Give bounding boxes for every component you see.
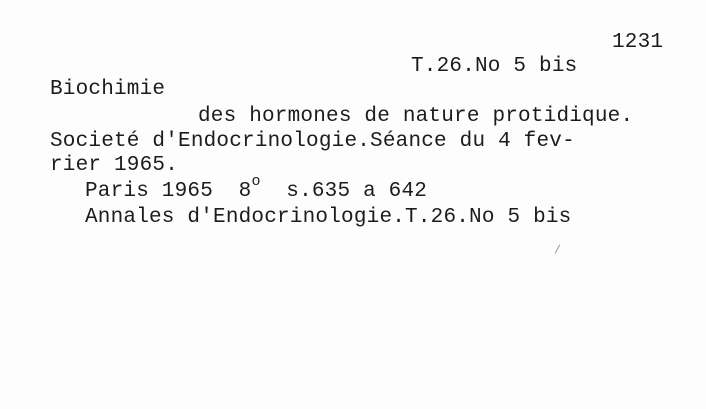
subject-heading: Biochimie xyxy=(50,78,166,101)
title-line-2: Societé d'Endocrinologie.Séance du 4 fev- xyxy=(50,130,575,153)
title-line-3: rier 1965. xyxy=(50,154,179,177)
pencil-mark xyxy=(555,244,561,253)
imprint-line xyxy=(85,173,428,203)
title-line-1: des hormones de nature protidique. xyxy=(198,105,634,128)
imprint-format-superscript: o xyxy=(251,173,261,190)
imprint-format: 8 xyxy=(238,180,252,203)
imprint-place-year: Paris 1965 xyxy=(85,180,214,203)
volume-reference: T.26.No 5 bis xyxy=(411,55,578,78)
series-statement: Annales d'Endocrinologie.T.26.No 5 bis xyxy=(85,206,572,229)
imprint-pages: s.635 a 642 xyxy=(286,180,428,203)
card-number: 1231 xyxy=(612,31,664,54)
